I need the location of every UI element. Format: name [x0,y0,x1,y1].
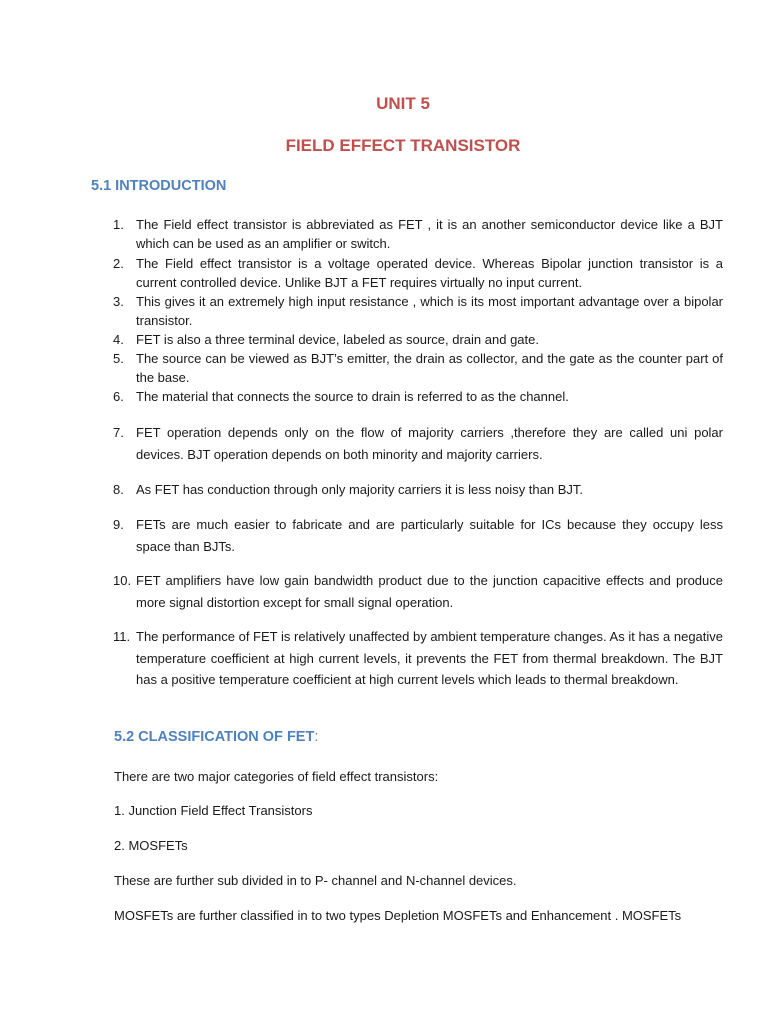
section-heading-colon: : [314,729,319,745]
list-item-text: FET is also a three terminal device, labeled as source, drain and gate. [136,332,539,347]
section-heading-introduction: 5.1 INTRODUCTION [91,178,227,194]
list-item-number: 4. [113,332,124,347]
paragraph: 1. Junction Field Effect Transistors [114,803,313,818]
list-item [113,254,723,292]
list-item-text: As FET has conduction through only majority carriers it is less noisy than BJT. [136,482,584,497]
list-item-number: 2. [113,256,124,271]
list-item-number: 3. [113,294,124,309]
list-item-number: 10. [113,573,132,588]
list-item-text: FET amplifiers have low gain bandwidth product due to the junction capacitive effects and produce more signal distortion except for small signal operation. [136,573,723,610]
list-item [113,215,723,253]
list-item-text: The source can be viewed as BJT’s emitter, the drain as collector, and the gate as the counter part of the base. [136,351,723,385]
paragraph: 2. MOSFETs [114,838,188,853]
list-item-text: This gives it an extremely high input resistance , which is its most important advantage over a bipolar transistor. [136,294,723,328]
list-item [113,626,723,691]
list-item-number: 6. [113,389,124,404]
document-title: FIELD EFFECT TRANSISTOR [285,136,521,155]
list-item [113,292,723,330]
list-item-text: FETs are much easier to fabricate and are particularly suitable for ICs because they occupy less space than BJTs. [136,517,723,554]
list-item [113,514,723,557]
list-item [113,387,723,406]
paragraph: There are two major categories of field effect transistors: [114,769,439,784]
list-item-number: 8. [113,482,124,497]
list-item [113,330,723,349]
list-item-text: The Field effect transistor is abbreviated as FET , it is an another semiconductor device like a BJT which can be used as an amplifier or switch. [136,217,723,251]
list-item-text: The Field effect transistor is a voltage operated device. Whereas Bipolar junction transistor is a current controlled device. Unlike BJT a FET requires virtually no input current. [136,256,723,290]
list-item-number: 7. [113,425,124,440]
unit-title: UNIT 5 [376,94,430,113]
paragraph: These are further sub divided in to P- channel and N-channel devices. [114,873,517,888]
list-item-text: FET operation depends only on the flow of majority carriers ,therefore they are called uni polar devices. BJT operation depends on both minority and majority carriers. [136,425,723,462]
list-item-number: 11. [113,629,131,644]
list-item [113,479,723,501]
list-item [113,570,723,613]
paragraph: MOSFETs are further classified in to two types Depletion MOSFETs and Enhancement . MOSFETs [114,908,682,923]
list-item [113,349,723,387]
section-heading-classification [114,729,318,745]
list-item-number: 9. [113,517,124,532]
section-heading-text: 5.2 CLASSIFICATION OF FET [114,729,315,745]
list-item-text: The performance of FET is relatively unaffected by ambient temperature changes. As it has a negative temperature coefficient at high current levels, it prevents the FET from thermal breakdown. The BJT has a positive temperature coefficient at high current levels which leads to thermal breakdown. [136,629,724,688]
list-item-number: 1. [113,217,124,232]
list-item-text: The material that connects the source to drain is referred to as the channel. [136,389,569,404]
list-item [113,422,723,465]
list-item-number: 5. [113,351,124,366]
